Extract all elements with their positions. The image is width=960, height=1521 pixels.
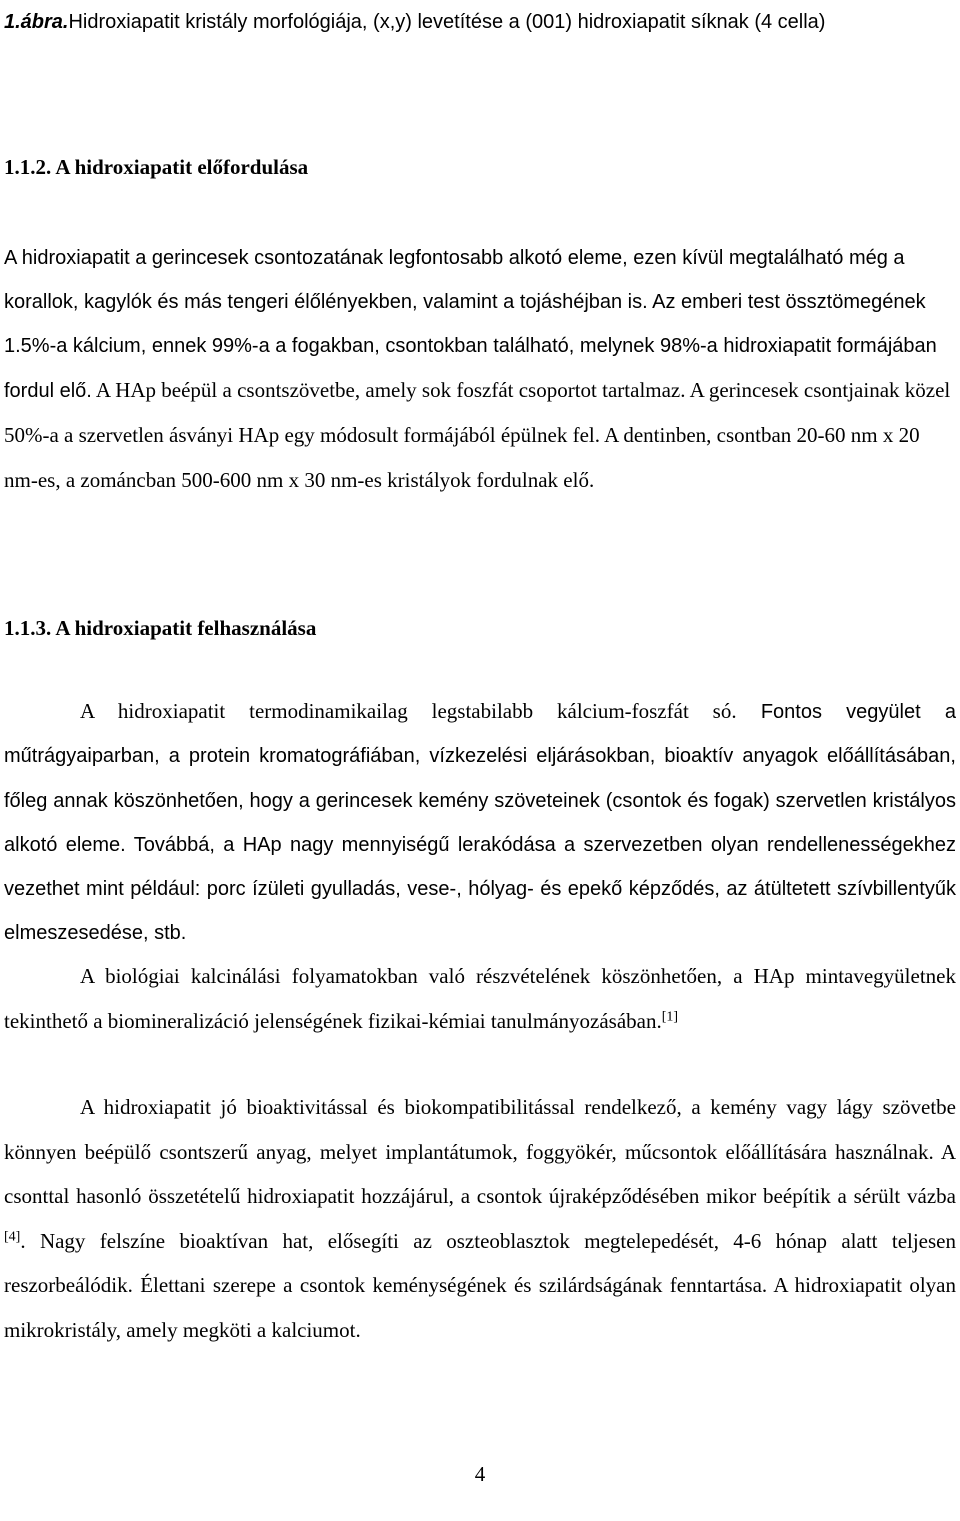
figure-caption-text: Hidroxiapatit kristály morfológiája, (x,y) levetítése a (001) hidroxiapatit síknak (4 cella) xyxy=(68,11,826,33)
usage-paragraph-3 xyxy=(4,1085,956,1352)
usage-text-a: A hidroxiapatit termodinamikailag legstabilabb kálcium-foszfát só. xyxy=(80,699,737,723)
section-heading-occurrence: 1.1.2. A hidroxiapatit előfordulása xyxy=(4,155,309,179)
reference-4: [4] xyxy=(4,1228,21,1244)
figure-caption xyxy=(4,2,956,42)
usage-text-b: Fontos vegyület a műtrágyaiparban, a protein kromatográfiában, vízkezelési eljárásokban, bioaktív anyagok előállításában, főleg annak köszönhetően, hogy a gerincesek kemény szöveteinek (csontok és fogak) szervetlen kristályos alkotó eleme. xyxy=(4,701,956,856)
figure-caption-label: 1.ábra. xyxy=(4,11,69,33)
occurrence-text-hap: A HAp beépül a csontszövetbe, amely sok foszfát csoportot tartalmaz. xyxy=(91,378,686,402)
section-heading-usage: 1.1.3. A hidroxiapatit felhasználása xyxy=(4,616,317,640)
usage-text-bioactivity: A hidroxiapatit jó bioaktivitással és biokompatibilitással rendelkező, a kemény vagy lágy szövetbe könnyen beépülő csontszerű anyag, melyet implantátumok, foggyökér, műcsontok előállítására használnak. A csonttal hasonló összetételű hidroxiapatit hozzájárul, a csontok újraképződésében mikor beépítik a sérült vázba xyxy=(4,1095,956,1208)
occurrence-paragraph xyxy=(4,237,956,504)
usage-text-biology: A biológiai kalcinálási folyamatokban való részvételének köszönhetően, a HAp mintavegyületnek tekinthető a biomineralizáció jelenségének fizikai-kémiai tanulmányozásában. xyxy=(4,964,956,1033)
page-number: 4 xyxy=(474,1462,486,1486)
reference-1: [1] xyxy=(661,1009,679,1025)
usage-text-c: Továbbá, a HAp nagy mennyiségű lerakódása a szervezetben olyan rendellenességekhez vezethet mint például: porc ízületi gyulladás, vese-, hólyag- és epekő képződés, az átültetett szívbillentyűk elmeszesedése, stb. xyxy=(4,833,956,945)
occurrence-text-vertebrates: A gerincesek csontjainak közel 50%-a a szervetlen ásványi HAp egy módosult formájából épülnek fel. xyxy=(4,378,951,447)
usage-paragraph-1 xyxy=(4,690,956,956)
occurrence-text-sans: A hidroxiapatit a gerincesek csontozatának legfontosabb alkotó eleme, ezen kívül megtalálható még a korallok, kagylók és más tengeri élőlényekben, valamint a tojáshéjban is. Az emberi test össztömegének 1.5%-a kálcium, ennek 99%-a a fogakban, csontokban található, melynek 98%-a hidroxiapatit formájában fordul elő. xyxy=(4,247,937,402)
occurrence-text-dentin: A dentinben, csontban 20-60 nm x 20 nm-es, a zománcban 500-600 nm x 30 nm-es kristályok fordulnak elő. xyxy=(4,423,920,492)
usage-paragraph-2 xyxy=(4,954,956,1044)
usage-text-resorption: . Nagy felszíne bioaktívan hat, elősegíti az oszteoblasztok megtelepedését, 4-6 hónap alatt teljesen reszorbeálódik. Élettani szerepe a csontok keménységének és szilárdságának fenntartása. A hidroxiapatit olyan mikrokristály, amely megköti a kalciumot. xyxy=(4,1228,956,1342)
